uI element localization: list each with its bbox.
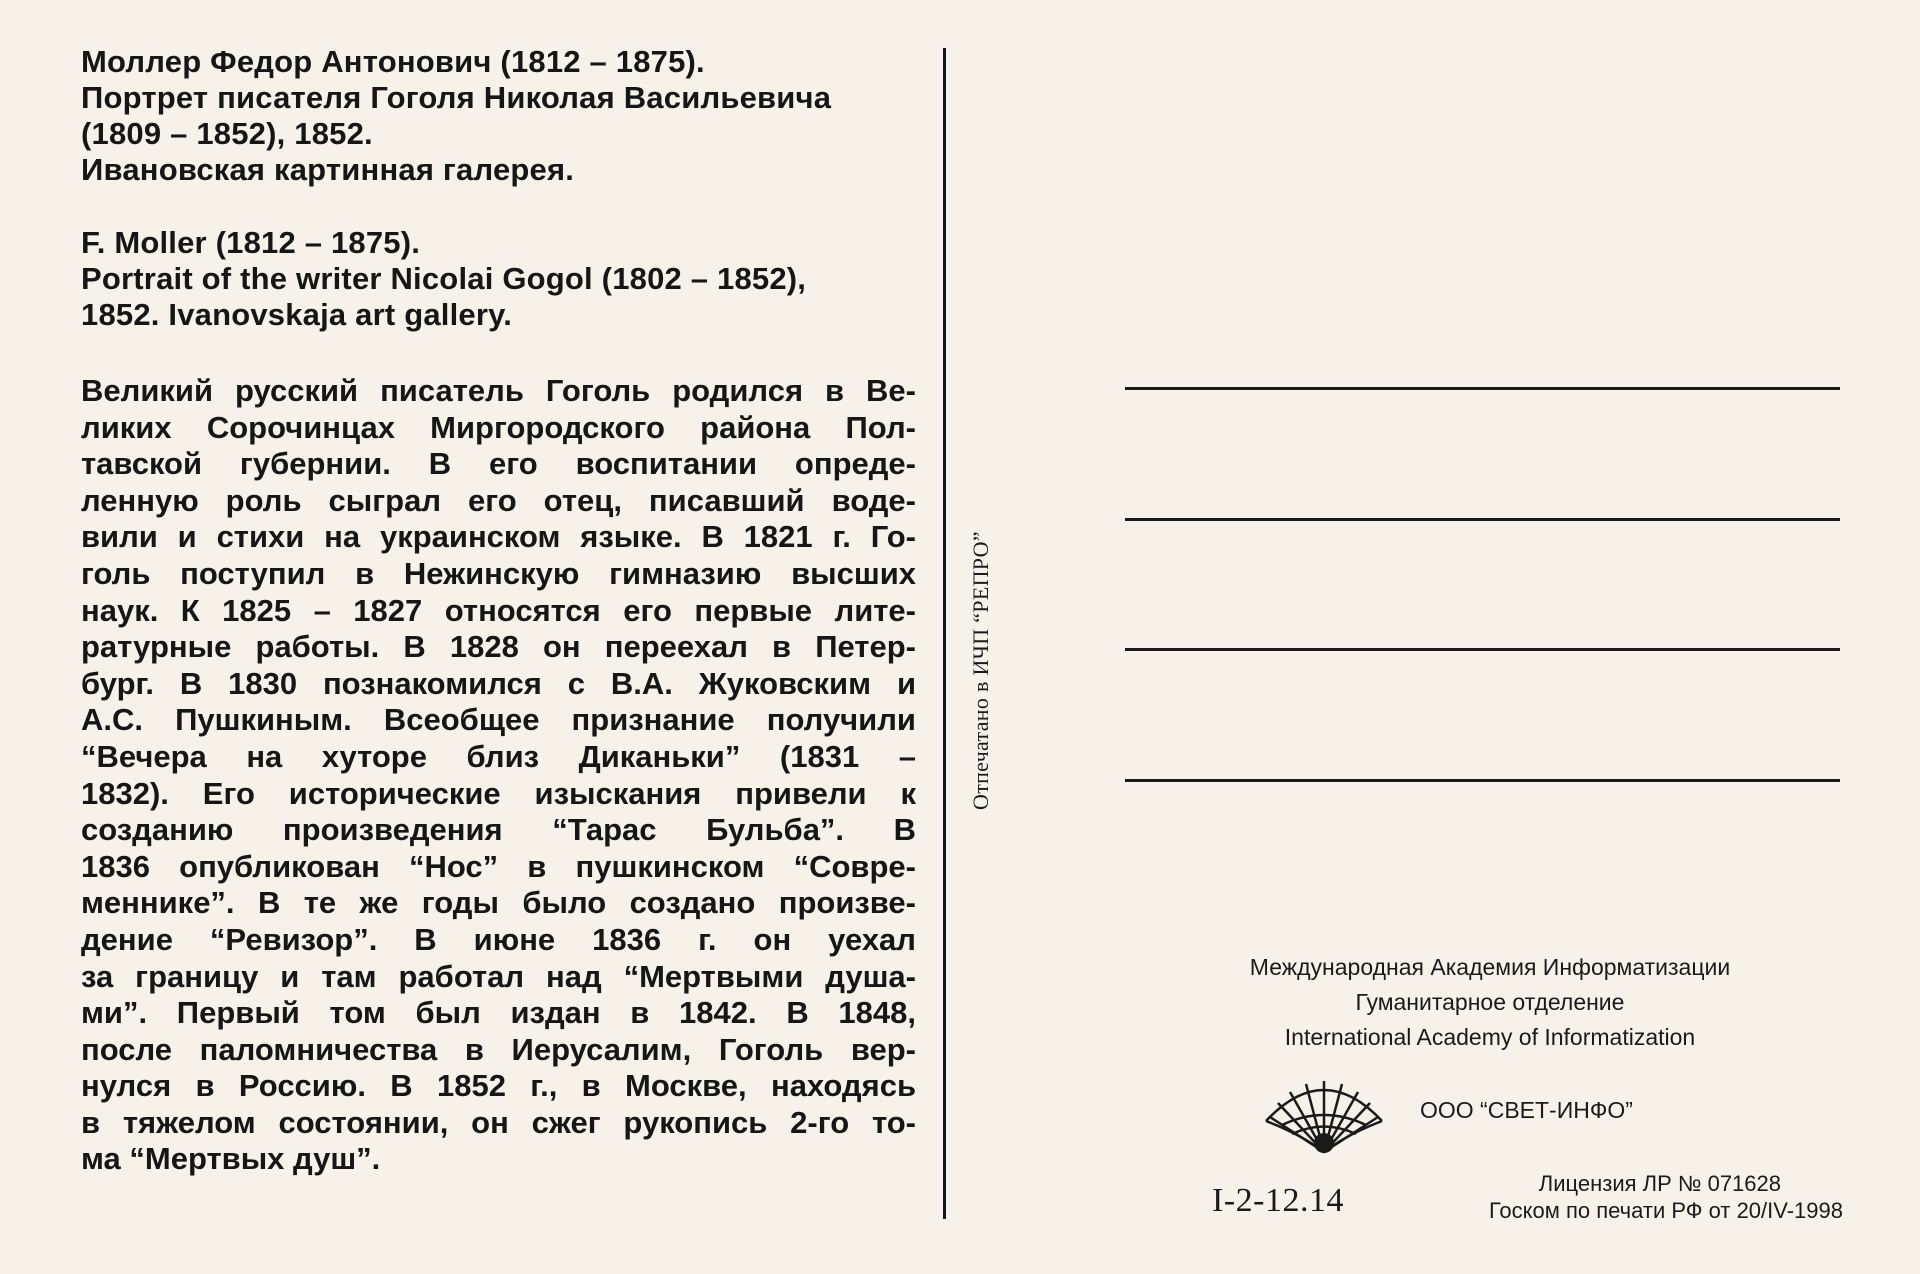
bio-line: тавской губернии. В его воспитании опреде-	[81, 446, 916, 482]
bio-line: ленную роль сыграл его отец, писавший воде-	[81, 482, 916, 518]
caption-en-line: 1852. Ivanovskaja art gallery.	[81, 297, 513, 332]
address-line	[1125, 518, 1840, 521]
bio-line: нулся в Россию. В 1852 г., в Москве, находясь	[81, 1068, 916, 1104]
catalog-code: I-2-12.14	[1212, 1182, 1344, 1219]
bio-line: за границу и там работал над “Мертвыми душа-	[81, 958, 916, 994]
bio-line: ратурные работы. В 1828 он переехал в Петер-	[81, 629, 916, 665]
bio-line: ми”. Первый том был издан в 1842. В 1848,	[81, 995, 916, 1031]
bio-line: ма “Мертвых душ”.	[81, 1141, 381, 1177]
biography-text	[81, 373, 916, 1178]
license-info	[1440, 1170, 1843, 1224]
bio-line: 1832). Его исторические изыскания привели к	[81, 775, 916, 811]
bio-line: 1836 опубликован “Нос” в пушкинском “Совре-	[81, 848, 916, 884]
company-name: ООО “СВЕТ-ИНФО”	[1420, 1097, 1633, 1123]
bio-line: “Вечера на хуторе близ Диканьки” (1831 –	[81, 738, 916, 774]
address-line	[1125, 387, 1840, 390]
bio-line: в тяжелом состоянии, он сжег рукопись 2-го то-	[81, 1104, 916, 1140]
center-divider	[943, 48, 946, 1219]
bio-line: бург. В 1830 познакомился с В.А. Жуковским и	[81, 665, 916, 701]
publisher-block	[1140, 950, 1840, 1055]
bio-line: меннике”. В те же годы было создано произве-	[81, 885, 916, 921]
academy-department: Гуманитарное отделение	[1355, 989, 1625, 1015]
bio-line: Великий русский писатель Гоголь родился в Ве-	[81, 373, 916, 408]
caption-ru-line: Ивановская картинная галерея.	[81, 152, 575, 187]
bio-line: после паломничества в Иерусалим, Гоголь вер-	[81, 1031, 916, 1067]
description-column	[81, 44, 916, 1178]
caption-en-line: F. Moller (1812 – 1875).	[81, 225, 421, 260]
fan-logo-icon	[1262, 1077, 1386, 1157]
caption-ru-line: Портрет писателя Гоголя Николая Васильевича	[81, 80, 832, 115]
bio-line: наук. К 1825 – 1827 относятся его первые лите-	[81, 592, 916, 628]
license-authority: Госком по печати РФ от 20/IV-1998	[1488, 1198, 1843, 1223]
bio-line: вили и стихи на украинском языке. В 1821 г. Го-	[81, 519, 916, 555]
academy-name-en: International Academy of Informatization	[1284, 1024, 1696, 1050]
printer-note: Отпечатано в ИЧП “РЕПРО”	[968, 531, 993, 810]
academy-name-ru: Международная Академия Информатизации	[1249, 954, 1731, 980]
bio-line: ликих Сорочинцах Миргородского района Пол-	[81, 409, 916, 445]
caption-english	[81, 225, 916, 333]
caption-ru-line: (1809 – 1852), 1852.	[81, 116, 373, 151]
caption-ru-line: Моллер Федор Антонович (1812 – 1875).	[81, 44, 705, 79]
address-line	[1125, 779, 1840, 782]
caption-en-line: Portrait of the writer Nicolai Gogol (1802 – 1852),	[81, 261, 807, 296]
caption-russian	[81, 44, 916, 188]
bio-line: дение “Ревизор”. В июне 1836 г. он уехал	[81, 921, 916, 957]
license-number: Лицензия ЛР № 071628	[1538, 1171, 1781, 1196]
address-line	[1125, 648, 1840, 651]
bio-line: голь поступил в Нежинскую гимназию высших	[81, 555, 916, 591]
bio-line: созданию произведения “Тарас Бульба”. В	[81, 812, 916, 848]
bio-line: А.С. Пушкиным. Всеобщее признание получили	[81, 702, 916, 738]
